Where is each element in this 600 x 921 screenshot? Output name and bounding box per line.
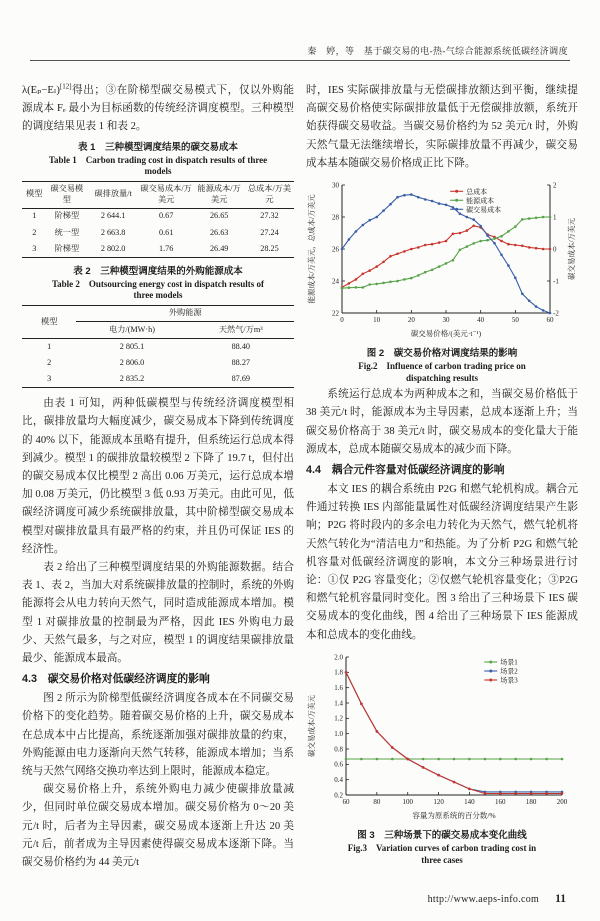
data-point — [542, 216, 545, 219]
data-point — [341, 248, 344, 251]
chart-text: 2 — [553, 181, 557, 190]
data-point — [535, 217, 538, 220]
chart-text: 碳交易价格/(美元·t⁻¹) — [410, 329, 482, 339]
data-point — [500, 240, 503, 243]
chart-text: 碳交易成本 — [466, 205, 502, 214]
data-point — [382, 261, 385, 264]
chart-text: 100 — [402, 797, 413, 806]
legend-marker — [489, 660, 492, 663]
data-point — [459, 213, 462, 216]
data-point — [438, 202, 441, 205]
data-point — [486, 239, 489, 242]
series-line-碳交易成本 — [342, 195, 550, 313]
chart-text: 60 — [546, 316, 554, 325]
data-point — [424, 198, 427, 201]
table-cell: 3 — [32, 243, 37, 253]
data-point — [528, 246, 531, 249]
series-line-场景3 — [346, 672, 562, 793]
chart-text: 1.6 — [334, 683, 343, 692]
data-point — [445, 204, 448, 207]
data-point — [472, 242, 475, 245]
data-point — [484, 792, 487, 795]
data-point — [521, 293, 524, 296]
figure2-caption-en: Fig.2 Influence of carbon trading price on dispatching results — [358, 361, 526, 383]
data-point — [545, 792, 548, 795]
chart-text: 26 — [332, 245, 339, 254]
chart-text: 碳交易成本/万美元 — [567, 217, 576, 281]
right-column — [306, 82, 578, 872]
paragraph: 本文 IES 的耦合系统由 P2G 和燃气轮机构成。耦合元件通过转换 IES 内部能量属性对低碳经济调度结果产生影响；P2G 将时段内的多余电力转化为天然气，燃气轮机将天然气转化为“清洁电力”和热能。为了分析 P2G 和燃气轮机容量对低碳经济调度的影响，本文分三种场景进行讨论：①仅 P2G 容量变化；②仅燃气轮机容量变化；③P2G 和燃气轮机容量同时变化。图 3 给出了三种场景下 IES 碳交易成本的变化曲线，图 4 给出了三种场景下 IES 能源成本和总成本的变化曲线。 — [306, 484, 578, 641]
data-point — [375, 265, 378, 268]
chart-text: 场景2 — [500, 667, 518, 676]
chart-text: -1 — [553, 277, 559, 286]
chart-text: 0.8 — [334, 745, 343, 754]
table1-body — [22, 208, 294, 257]
chart-text: -2 — [553, 309, 559, 318]
chart-text: 场景3 — [500, 676, 518, 685]
data-point — [514, 277, 517, 280]
data-point — [382, 209, 385, 212]
data-point — [521, 218, 524, 221]
data-point — [459, 232, 462, 235]
data-point — [345, 758, 348, 761]
data-point — [507, 230, 510, 233]
data-point — [437, 758, 440, 761]
chart-text: 0 — [340, 316, 344, 325]
data-point — [561, 792, 564, 795]
data-point — [422, 758, 425, 761]
table2-model-header: 模型 — [22, 305, 76, 338]
table1-head — [22, 181, 294, 208]
data-point — [479, 225, 482, 228]
formula: λ(Eₚ−Eₗ) — [22, 85, 60, 96]
table-cell: 28.25 — [260, 243, 279, 253]
chart-text: 0.4 — [334, 775, 343, 784]
data-point — [403, 194, 406, 197]
table-cell: 26.65 — [209, 211, 229, 221]
table-cell: 2 835.2 — [119, 373, 145, 383]
data-point — [437, 774, 440, 777]
series-line-能源成本 — [342, 217, 550, 288]
paragraph: 由表 1 可知，两种低碳模型与传统经济调度模型相比，碳排放量均大幅度减少，碳交易成本下降到传统调度的 40% 以下，能源成本虽略有提升，但系统运行总成本得到减少。模型 1 的碳排放量较模型 2 下降了 19.7 t，但付出的碳交易成本仅比模型 2 高出 0.06 万美元，运行总成本增加 0.08 万美元，仍比模型 3 低 0.93 万美元。由此可见，低碳经济调度可减少系统碳排放量，其中阶梯型碳交易成本模型对碳排放量具有最严格的约束，并且仍可保证 IES 的经济性。 — [22, 398, 294, 555]
data-point — [438, 241, 441, 244]
figure3-caption-en: Fig.3 Variation curves of carbon trading cost in three cases — [347, 843, 537, 865]
table-cell: 阶梯型 — [54, 243, 80, 253]
data-point — [368, 219, 371, 222]
figure3 — [306, 649, 578, 866]
table-cell: 87.69 — [231, 373, 250, 383]
data-point — [484, 758, 487, 761]
data-point — [362, 224, 365, 227]
chart-text: 1.0 — [334, 729, 343, 738]
table-row — [22, 208, 294, 225]
chart-text: 容量为原系统的百分数/% — [412, 810, 496, 820]
citation-ref: [12] — [59, 82, 72, 91]
table-cell: 2 805.1 — [119, 341, 145, 351]
paragraph-text: 得出；③在阶梯型碳交易模式下，仅以外购能源成本 Fₑ 最小为目标函数的传统经济调度模型。三种模型的调度结果见表 1 和表 2。 — [22, 85, 294, 133]
chart-text: 80 — [373, 797, 381, 806]
table-cell: 阶梯型 — [54, 211, 80, 221]
data-point — [362, 286, 365, 289]
data-point — [493, 237, 496, 240]
chart-svg — [306, 649, 578, 821]
data-point — [391, 758, 394, 761]
chart-svg — [306, 177, 578, 339]
table-cell: 2 — [47, 357, 52, 367]
column-header: 能源成本/万美元 — [193, 181, 245, 208]
table-cell: 2 — [32, 227, 37, 237]
table1 — [22, 181, 294, 258]
paragraph-continued — [22, 82, 294, 137]
data-point — [348, 286, 351, 289]
data-point — [466, 229, 469, 232]
data-point — [396, 280, 399, 283]
paragraph: 图 2 所示为阶梯型低碳经济调度各成本在不同碳交易价格下的变化趋势。随着碳交易价格的上升，碳交易成本在总成本中占比提高，系统逐渐加强对碳排放量的约束，外购能源由电力逐渐向天然气转移，能源成本增加；当系统与天然气网络交换功率达到上限时，能源成本稳定。 — [22, 693, 294, 778]
page-footer — [428, 893, 566, 905]
legend-marker — [489, 669, 492, 672]
chart-text: 场景1 — [500, 658, 518, 667]
chart-text: 160 — [495, 797, 506, 806]
data-point — [453, 781, 456, 784]
chart-text: 20 — [407, 316, 415, 325]
data-point — [375, 283, 378, 286]
data-point — [375, 216, 378, 219]
data-point — [376, 730, 379, 733]
chart-text: 0.2 — [334, 791, 343, 800]
left-column — [22, 82, 294, 872]
legend-marker — [455, 199, 458, 202]
legend-marker — [455, 190, 458, 193]
data-point — [360, 702, 363, 705]
legend-marker — [455, 208, 458, 211]
table-cell: 统一型 — [54, 227, 80, 237]
chart-text: 1 — [553, 213, 557, 222]
data-point — [422, 766, 425, 769]
table2-head — [22, 305, 294, 338]
table-row — [22, 338, 294, 355]
data-point — [417, 274, 420, 277]
data-point — [355, 278, 358, 281]
paragraph: 碳交易价格上升，系统外购电力减少使碳排放量减少，但同时单位碳交易成本增加。碳交易价格为 0～20 美元/t 时，后者为主导因素，碳交易成本逐渐上升达 20 美元/t 后，前者成为主导因素使得碳交易成本逐渐下降。当碳交易价格约为 44 美元/t — [22, 784, 294, 869]
data-point — [445, 262, 448, 265]
chart-text: 碳交易成本/万美元 — [307, 694, 316, 757]
data-point — [514, 225, 517, 228]
table1-header-row — [22, 181, 294, 208]
data-point — [417, 196, 420, 199]
data-point — [459, 249, 462, 252]
table-row — [22, 241, 294, 258]
figure3-caption — [306, 829, 578, 866]
chart-text: 50 — [511, 316, 519, 325]
data-point — [507, 243, 510, 246]
figure2 — [306, 177, 578, 384]
table-cell: 88.40 — [231, 341, 250, 351]
data-point — [535, 305, 538, 308]
data-point — [530, 792, 533, 795]
data-point — [549, 216, 552, 219]
data-point — [514, 244, 517, 247]
data-point — [500, 254, 503, 257]
table2-title — [22, 265, 294, 302]
chart-text: 24 — [332, 277, 339, 286]
figure2-caption-zh: 图 2 碳交易价格对调度结果的影响 — [366, 348, 518, 360]
data-point — [486, 234, 489, 237]
data-point — [453, 758, 456, 761]
data-point — [406, 758, 409, 761]
table-cell: 27.32 — [260, 211, 279, 221]
data-point — [431, 243, 434, 246]
data-point — [403, 250, 406, 253]
data-point — [396, 196, 399, 199]
column-header: 碳排放量/t — [87, 181, 139, 208]
data-point — [499, 758, 502, 761]
chart-text: 0.6 — [334, 760, 343, 769]
data-point — [424, 271, 427, 274]
data-point — [521, 245, 524, 248]
chart-text: 能源成本 — [466, 196, 495, 205]
chart-text: 180 — [525, 797, 537, 806]
series-line-场景2 — [346, 672, 562, 792]
chart-text: 40 — [477, 316, 485, 325]
data-point — [417, 246, 420, 249]
data-point — [389, 203, 392, 206]
data-point — [472, 218, 475, 221]
data-point — [341, 287, 344, 290]
chart-text: 能源成本/万美元，总成本/万美元 — [307, 194, 316, 304]
table-cell: 2 663.8 — [100, 227, 126, 237]
data-point — [466, 245, 469, 248]
table-cell: 2 806.0 — [119, 357, 145, 367]
data-point — [410, 277, 413, 280]
figure2-caption — [306, 347, 578, 384]
data-point — [507, 264, 510, 267]
running-head: 秦 婷，等 基于碳交易的电-热-气综合能源系统低碳经济调度 — [307, 46, 568, 56]
legend-marker — [489, 678, 492, 681]
table-cell: 26.49 — [209, 243, 229, 253]
column-header: 总成本/万美元 — [245, 181, 294, 208]
table-row — [22, 355, 294, 371]
table-cell: 1 — [47, 341, 52, 351]
table2-body — [22, 338, 294, 387]
data-point — [493, 242, 496, 245]
data-point — [424, 244, 427, 247]
data-point — [468, 787, 471, 790]
two-column-body — [22, 82, 578, 872]
data-point — [528, 300, 531, 303]
data-point — [561, 758, 564, 761]
data-point — [376, 758, 379, 761]
table-row — [22, 371, 294, 388]
data-point — [389, 255, 392, 258]
table1-title-en: Table 1 Carbon trading cost in dispatch results of three models — [48, 154, 268, 177]
table-cell: 27.24 — [260, 227, 279, 237]
page-number: 11 — [555, 893, 566, 905]
paragraph: 系统运行总成本为两种成本之和，当碳交易价格低于 38 美元/t 时，能源成本为主导因素，总成本逐渐上升；当碳交易价格高于 38 美元/t 时，碳交易成本的变化量大于能源成本，总成本随碳交易成本的减少而下降。 — [306, 389, 578, 455]
column-header: 碳交易成本/万美元 — [139, 181, 193, 208]
data-point — [431, 269, 434, 272]
chart-text: 0 — [553, 245, 557, 254]
table-cell: 0.67 — [158, 211, 174, 221]
data-point — [466, 216, 469, 219]
paragraph: 表 2 给出了三种模型调度结果的外购能源数据。结合表 1、表 2，当加大对系统碳排放量的控制时，系统的外购能源将会从电力转向天然气，同时造成能源成本增加。模型 1 对碳排放量的控制最为严格，因此 IES 外购电力最少、天然气最多，与之对应，模型 1 的调度结果碳排放量最少、能源成本最高。 — [22, 562, 294, 665]
data-point — [348, 238, 351, 241]
data-point — [549, 312, 552, 315]
table2-sub-header-electricity: 电力/(MW·h) — [76, 322, 187, 339]
chart-text: 120 — [433, 797, 444, 806]
chart-text: 10 — [373, 316, 381, 325]
data-point — [355, 230, 358, 233]
journal-url: http://www.aeps-info.com — [427, 894, 540, 905]
data-point — [542, 309, 545, 312]
data-point — [368, 283, 371, 286]
data-point — [514, 758, 517, 761]
chart-text: 28 — [332, 213, 339, 222]
data-point — [468, 758, 471, 761]
chart-text: 1.8 — [334, 668, 343, 677]
data-point — [345, 671, 348, 674]
chart-text: 30 — [332, 181, 339, 190]
data-point — [499, 792, 502, 795]
data-point — [549, 248, 552, 251]
data-point — [355, 286, 358, 289]
table2-group-row — [22, 305, 294, 322]
chart-text: 2.0 — [334, 653, 343, 662]
chart-text: 1.2 — [334, 714, 343, 723]
data-point — [391, 746, 394, 749]
table-row — [22, 225, 294, 241]
table2-sub-header-gas: 天然气/万m³ — [188, 322, 294, 339]
data-point — [438, 265, 441, 268]
data-point — [452, 259, 455, 262]
chart-text: 总成本 — [466, 187, 488, 196]
table-cell: 88.27 — [231, 357, 250, 367]
table2-title-zh: 表 2 三种模型调度结果的外购能源成本 — [73, 265, 243, 277]
data-point — [368, 269, 371, 272]
data-point — [452, 233, 455, 236]
chart-text: 22 — [332, 309, 339, 318]
data-point — [479, 240, 482, 243]
table-cell: 2 802.0 — [100, 243, 126, 253]
table1-title — [22, 141, 294, 178]
data-point — [530, 758, 533, 761]
table1-title-zh: 表 1 三种模型调度结果的碳交易成本 — [78, 141, 238, 153]
data-point — [500, 235, 503, 238]
data-point — [362, 273, 365, 276]
chart-text: 60 — [342, 797, 350, 806]
data-point — [445, 240, 448, 243]
header-rule — [30, 60, 570, 61]
data-point — [410, 248, 413, 251]
table-cell: 3 — [47, 373, 52, 383]
table2-title-en: Table 2 Outsourcing energy cost in dispatch results of three models — [51, 278, 265, 301]
chart-text: 1.4 — [334, 699, 343, 708]
data-point — [396, 253, 399, 256]
section-heading-4-4: 4.4 耦合元件容量对低碳经济调度的影响 — [306, 464, 505, 477]
chart-text: 30 — [442, 316, 450, 325]
chart-text: 200 — [556, 797, 568, 806]
figure3-caption-zh: 图 3 三种场景下的碳交易成本变化曲线 — [357, 830, 527, 842]
chart-text: 140 — [464, 797, 475, 806]
column-header: 碳交易模型 — [46, 181, 87, 208]
table2-group-header: 外购能源 — [76, 305, 294, 322]
data-point — [472, 225, 475, 228]
data-point — [535, 247, 538, 250]
data-point — [431, 200, 434, 203]
series-line-总成本 — [342, 226, 550, 288]
table2 — [22, 305, 294, 388]
column-header: 模型 — [22, 181, 46, 208]
table-cell: 26.63 — [209, 227, 229, 237]
data-point — [389, 281, 392, 284]
figure2-chart — [306, 177, 578, 346]
table-cell: 0.61 — [158, 227, 174, 237]
figure3-chart — [306, 649, 578, 828]
section-heading-4-3: 4.3 碳交易价格对低碳经济调度的影响 — [22, 673, 210, 686]
data-point — [542, 248, 545, 251]
data-point — [528, 217, 531, 220]
data-point — [360, 758, 363, 761]
data-point — [514, 792, 517, 795]
table-cell: 2 644.1 — [100, 211, 126, 221]
data-point — [382, 282, 385, 285]
data-point — [410, 193, 413, 196]
data-point — [545, 758, 548, 761]
data-point — [452, 206, 455, 209]
data-point — [403, 278, 406, 281]
table-cell: 1 — [32, 211, 37, 221]
table-cell: 1.76 — [158, 243, 174, 253]
data-point — [348, 282, 351, 285]
paragraph-continued: 时，IES 实际碳排放量与无偿碳排放额达到平衡，继续提高碳交易价格使实际碳排放量低于无偿碳排放额，系统开始获得碳交易收益。当碳交易价格约为 52 美元/t 时，外购天然气量无法继续增长，实际碳排放量不再减少，碳交易成本基本随碳交易价格成正比下降。 — [306, 85, 578, 169]
